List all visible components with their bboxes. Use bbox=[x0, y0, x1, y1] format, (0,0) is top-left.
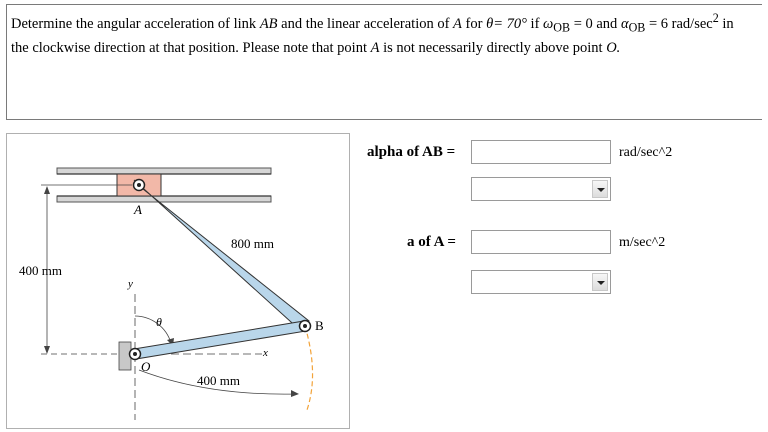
mechanism-figure bbox=[6, 133, 350, 429]
question-mid: and the linear acceleration of bbox=[281, 15, 450, 32]
a-of-a-dropdown-button[interactable] bbox=[592, 273, 608, 291]
alpha-superscript: 2 bbox=[712, 11, 719, 25]
b-path bbox=[305, 326, 313, 410]
label-theta: θ bbox=[156, 315, 162, 329]
dim-arrow-bottom bbox=[44, 346, 50, 354]
dim-arrow-top bbox=[44, 186, 50, 194]
ob-dim-arrow bbox=[291, 390, 299, 397]
question-line2a: the clockwise direction at that position. Please note that point bbox=[11, 39, 367, 56]
pin-b-dot bbox=[303, 324, 307, 328]
alpha-ab-dropdown-button[interactable] bbox=[592, 180, 608, 198]
question-intro: Determine the angular acceleration of link bbox=[11, 15, 257, 32]
alpha-ab-direction-select[interactable] bbox=[471, 177, 611, 201]
point-name: A bbox=[453, 15, 462, 32]
label-y: y bbox=[128, 278, 133, 290]
question-text bbox=[6, 4, 762, 120]
question-if: if bbox=[530, 15, 540, 32]
chevron-down-icon bbox=[597, 188, 605, 192]
label-link-ab-length: 800 mm bbox=[231, 236, 274, 251]
pin-o-dot bbox=[133, 352, 137, 356]
alpha-ab-input[interactable] bbox=[471, 140, 611, 164]
link-ab bbox=[134, 180, 309, 331]
omega-value: = 0 and bbox=[573, 15, 618, 32]
alpha-ab-unit: rad/sec^2 bbox=[619, 145, 673, 160]
label-a: A bbox=[134, 202, 142, 217]
theta-arc bbox=[135, 316, 171, 343]
alpha-subscript: OB bbox=[628, 20, 646, 35]
label-link-ob-length: 400 mm bbox=[197, 373, 240, 388]
question-in: in bbox=[722, 15, 734, 32]
pin-a-dot bbox=[137, 183, 141, 187]
point-name-2: A bbox=[370, 39, 380, 56]
question-for: for bbox=[465, 15, 483, 32]
omega-symbol: ω bbox=[543, 15, 554, 32]
a-of-a-direction-select[interactable] bbox=[471, 270, 611, 294]
label-vertical-dim: 400 mm bbox=[19, 263, 62, 278]
lower-rail bbox=[57, 196, 271, 202]
alpha-value: = 6 rad/sec bbox=[648, 15, 713, 32]
upper-rail bbox=[57, 168, 271, 174]
a-of-a-unit: m/sec^2 bbox=[619, 235, 666, 250]
alpha-symbol: α bbox=[620, 15, 629, 32]
a-of-a-label: a of A = bbox=[407, 234, 456, 250]
label-b: B bbox=[315, 318, 324, 333]
point-o-name: O. bbox=[606, 39, 621, 56]
a-of-a-input[interactable] bbox=[471, 230, 611, 254]
omega-subscript: OB bbox=[553, 20, 571, 35]
mechanism-diagram bbox=[7, 134, 351, 430]
label-x: x bbox=[263, 347, 268, 359]
alpha-ab-label: alpha of AB = bbox=[367, 144, 456, 160]
label-o: O bbox=[141, 359, 151, 374]
question-line2b: is not necessarily directly above point bbox=[383, 39, 603, 56]
theta-expression: θ= 70° bbox=[486, 15, 527, 32]
chevron-down-icon bbox=[597, 281, 605, 285]
link-name: AB bbox=[259, 15, 278, 32]
